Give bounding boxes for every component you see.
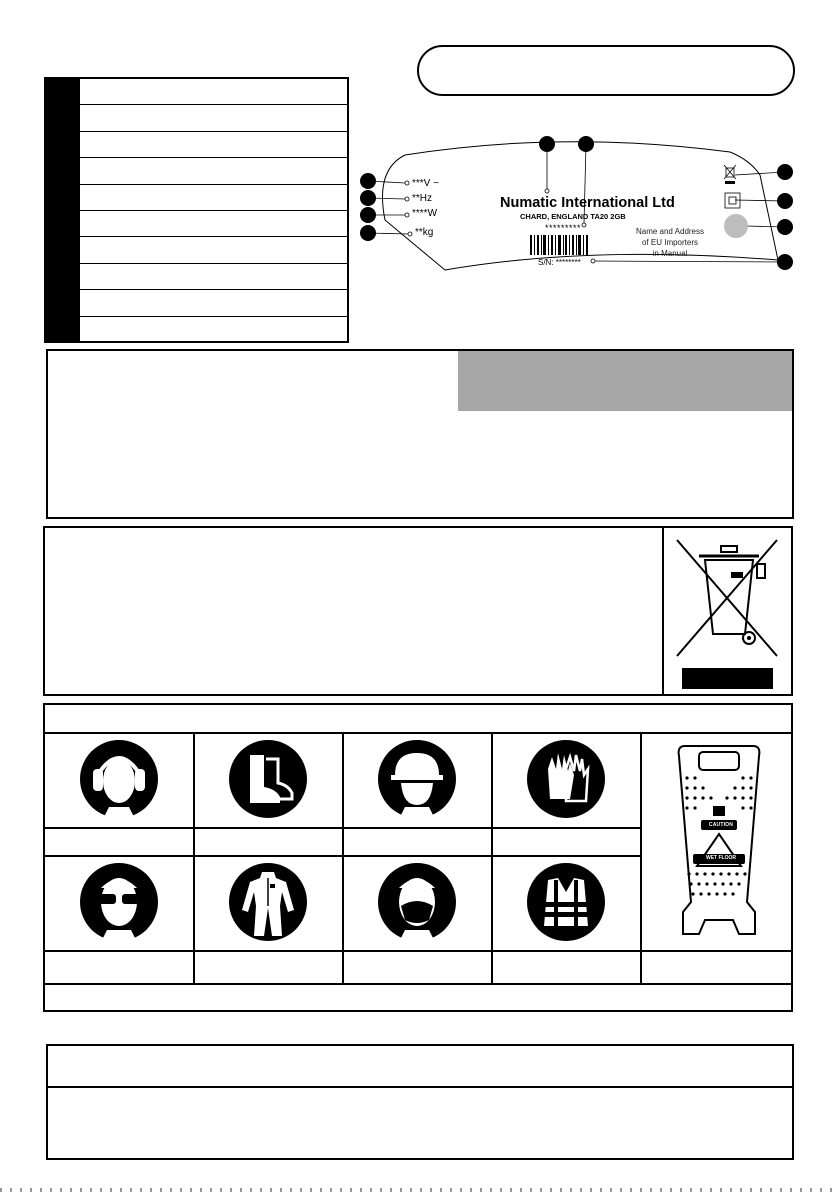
grey-header-panel bbox=[458, 351, 792, 411]
plate-eu-importers bbox=[632, 226, 708, 259]
safety-boots-icon bbox=[228, 739, 308, 819]
legend-row bbox=[80, 158, 347, 184]
wet-floor-caution-label: CAUTION bbox=[708, 822, 734, 828]
eu-importers-line: Name and Address bbox=[635, 227, 705, 236]
legend-row bbox=[80, 132, 347, 158]
wet-floor-sign-icon bbox=[673, 742, 765, 942]
ppe-rule bbox=[45, 983, 791, 985]
ppe-box bbox=[43, 703, 793, 1012]
hi-vis-vest-icon bbox=[526, 862, 606, 942]
plate-address: CHARD, ENGLAND TA20 2GB bbox=[520, 212, 626, 221]
crossed-bin-icon bbox=[673, 538, 783, 663]
plate-brand: Numatic International Ltd bbox=[500, 195, 675, 211]
ppe-rule bbox=[640, 732, 642, 983]
legend-row bbox=[80, 185, 347, 211]
rating-legend-table bbox=[44, 77, 349, 343]
plate-weight: **kg bbox=[415, 227, 434, 238]
legend-bar bbox=[46, 79, 80, 341]
eu-importers-line: in Manual bbox=[652, 249, 688, 258]
wet-floor-label: WET FLOOR bbox=[706, 855, 736, 861]
ppe-rule bbox=[45, 732, 791, 734]
ppe-rule bbox=[491, 732, 493, 983]
plate-serial-mask: ********* bbox=[545, 223, 582, 233]
legend-row bbox=[80, 211, 347, 237]
safety-glasses-icon bbox=[79, 862, 159, 942]
ppe-rule bbox=[342, 732, 344, 983]
plate-serial-number: S/N: ******** bbox=[538, 258, 581, 267]
overalls-icon bbox=[228, 862, 308, 942]
legend-row bbox=[80, 237, 347, 263]
eu-importers-line: of EU Importers bbox=[641, 238, 698, 247]
language-pill bbox=[417, 45, 795, 96]
weee-black-bar bbox=[682, 668, 773, 689]
ppe-rule bbox=[45, 950, 791, 952]
plate-voltage: ***V ~ bbox=[412, 178, 439, 189]
weee-divider bbox=[662, 528, 664, 694]
rating-plate bbox=[350, 130, 800, 280]
legend-row bbox=[80, 79, 347, 105]
plate-frequency: **Hz bbox=[412, 193, 433, 204]
final-box-rule bbox=[48, 1086, 792, 1088]
legend-row bbox=[80, 264, 347, 290]
legend-row bbox=[80, 290, 347, 316]
ppe-rule bbox=[193, 732, 195, 983]
plate-wattage: ****W bbox=[412, 208, 438, 219]
safety-gloves-icon bbox=[526, 739, 606, 819]
safety-box bbox=[46, 349, 794, 519]
weee-box bbox=[43, 526, 793, 696]
hard-hat-icon bbox=[377, 739, 457, 819]
ear-protection-icon bbox=[79, 739, 159, 819]
dust-mask-icon bbox=[377, 862, 457, 942]
legend-row bbox=[80, 105, 347, 131]
final-box bbox=[46, 1044, 794, 1160]
page-footer-dots bbox=[0, 1188, 840, 1192]
